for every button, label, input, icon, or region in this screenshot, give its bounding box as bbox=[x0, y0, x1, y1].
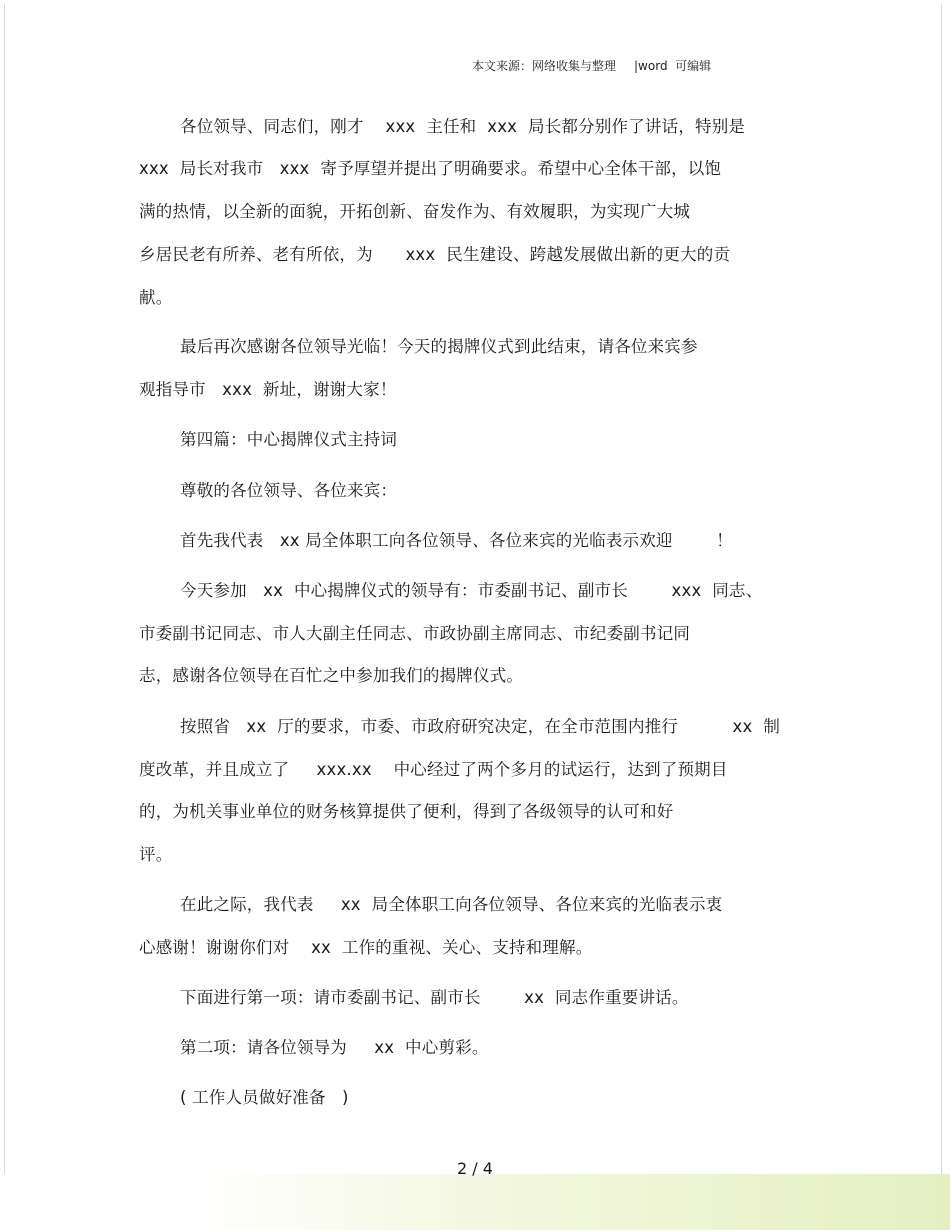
text-line: 评。 bbox=[139, 845, 173, 864]
text-line: 市委副书记同志、市人大副主任同志、市政协副主席同志、市纪委副书记同 bbox=[139, 624, 691, 643]
text-line: 第二项：请各位领导为 xx 中心剪彩。 bbox=[180, 1038, 489, 1057]
text-line: 今天参加 xx 中心揭牌仪式的领导有：市委副书记、副市长 xxx 同志、 bbox=[180, 581, 763, 600]
text-line: 的，为机关事业单位的财务核算提供了便利，得到了各级领导的认可和好 bbox=[139, 802, 674, 821]
header-source: 本文来源：网络收集与整理 bbox=[472, 59, 617, 73]
text-line: 尊敬的各位领导、各位来宾： bbox=[180, 481, 398, 500]
text-line: 按照省 xx 厅的要求，市委、市政府研究决定，在全市范围内推行 xx 制 bbox=[180, 717, 781, 736]
text-line: 献。 bbox=[139, 288, 173, 307]
text-line: 各位领导、同志们，刚才 xxx 主任和 xxx 局长都分别作了讲话，特别是 bbox=[180, 117, 746, 136]
text-line: 志，感谢各位领导在百忙之中参加我们的揭牌仪式。 bbox=[139, 666, 524, 685]
text-line: 满的热情，以全新的面貌，开拓创新、奋发作为、有效履职，为实现广大城 bbox=[139, 202, 691, 221]
footer-decoration bbox=[0, 1174, 950, 1230]
text-line: ( 工作人员做好准备 ) bbox=[180, 1088, 349, 1107]
text-line: 度改革，并且成立了 xxx.xx 中心经过了两个多月的试运行，达到了预期目 bbox=[139, 760, 728, 779]
text-line: 在此之际，我代表 xx 局全体职工向各位领导、各位来宾的光临表示衷 bbox=[180, 895, 723, 914]
text-line: 首先我代表 xx 局全体职工向各位领导、各位来宾的光临表示欢迎 ！ bbox=[180, 531, 733, 550]
text-line: xxx 局长对我市 xxx 寄予厚望并提出了明确要求。希望中心全体干部，以饱 bbox=[139, 159, 722, 178]
page-header bbox=[472, 57, 711, 74]
page-number: 2 / 4 bbox=[457, 1159, 493, 1178]
text-line: 下面进行第一项：请市委副书记、副市长 xx 同志作重要讲话。 bbox=[180, 988, 689, 1007]
text-line: 乡居民老有所养、老有所依，为 xxx 民生建设、跨越发展做出新的更大的贡 bbox=[139, 245, 731, 264]
header-suffix: |word 可编辑 bbox=[634, 59, 712, 73]
text-line: 心感谢！谢谢你们对 xx 工作的重视、关心、支持和理解。 bbox=[139, 938, 593, 957]
text-line: 观指导市 xxx 新址，谢谢大家！ bbox=[139, 380, 397, 399]
text-line: 最后再次感谢各位领导光临！今天的揭牌仪式到此结束，请各位来宾参 bbox=[180, 337, 698, 356]
section-title: 第四篇：中心揭牌仪式主持词 bbox=[180, 430, 398, 449]
